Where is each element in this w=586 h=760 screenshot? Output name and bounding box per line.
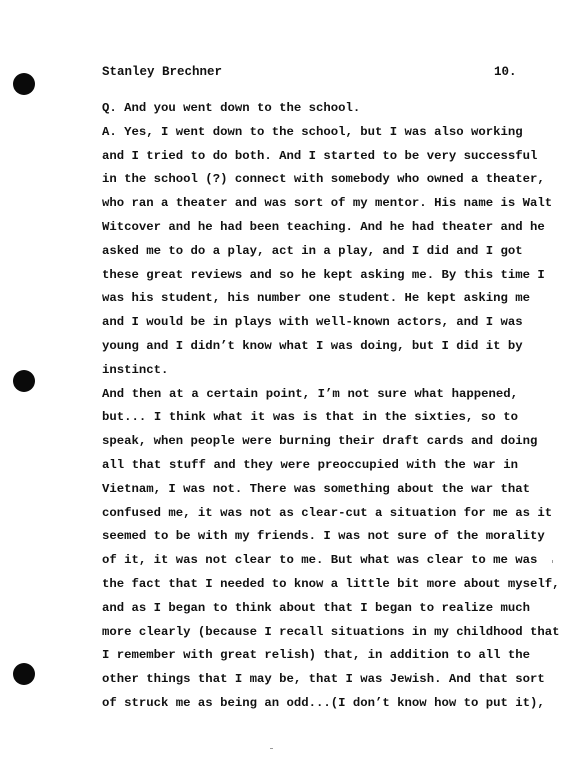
text-line: Vietnam, I was not. There was something about the war that [102, 481, 531, 496]
text-line: I remember with great relish) that, in addition to all the [102, 648, 531, 663]
text-line: And then at a certain point, I’m not sure what happened, [102, 386, 518, 401]
text-line: A. Yes, I went down to the school, but I was also working [102, 124, 523, 139]
text-line: of struck me as being an odd...(I don’t know how to put it), [102, 696, 545, 710]
text-line: was his student, his number one student. He kept asking me [102, 291, 531, 306]
text-line: and I tried to do both. And I started to be very successful [102, 148, 538, 163]
text-line: all that stuff and they were preoccupied with the war in [102, 458, 518, 472]
text-line: and as I began to think about that I began to realize much [102, 600, 531, 615]
binder-hole-middle [13, 370, 35, 392]
scan-speck [552, 560, 553, 563]
text-line: Witcover and he had been teaching. And he had theater and he [102, 220, 545, 234]
text-line: seemed to be with my friends. I was not sure of the morality [102, 529, 545, 544]
text-line: young and I didn’t know what I was doing, but I did it by [102, 339, 523, 353]
text-line: more clearly (because I recall situations in my childhood that [102, 624, 560, 639]
text-line: Q. And you went down to the school. [102, 101, 361, 115]
header-name: Stanley Brechner [102, 65, 223, 79]
text-line: these great reviews and so he kept asking me. By this time I [102, 267, 545, 282]
scan-speck [270, 748, 273, 749]
page-number: 10. [494, 65, 517, 79]
text-line: but... I think what it was is that in the sixties, so to [102, 410, 518, 425]
text-line: in the school (?) connect with somebody who owned a theater, [102, 172, 545, 187]
text-line: other things that I may be, that I was Jewish. And that sort [102, 672, 545, 687]
text-line: of it, it was not clear to me. But what was clear to me was [102, 553, 538, 568]
text-line: instinct. [102, 362, 169, 377]
binder-hole-bottom [13, 663, 35, 685]
text-line: the fact that I needed to know a little bit more about myself, [102, 577, 560, 591]
text-line: and I would be in plays with well-known actors, and I was [102, 315, 523, 330]
text-line: speak, when people were burning their draft cards and doing [102, 434, 538, 449]
binder-hole-top [13, 73, 35, 95]
text-line: confused me, it was not as clear-cut a situation for me as it [102, 505, 553, 520]
text-line: asked me to do a play, act in a play, and I did and I got [102, 243, 523, 258]
text-line: who ran a theater and was sort of my mentor. His name is Walt [102, 196, 553, 211]
